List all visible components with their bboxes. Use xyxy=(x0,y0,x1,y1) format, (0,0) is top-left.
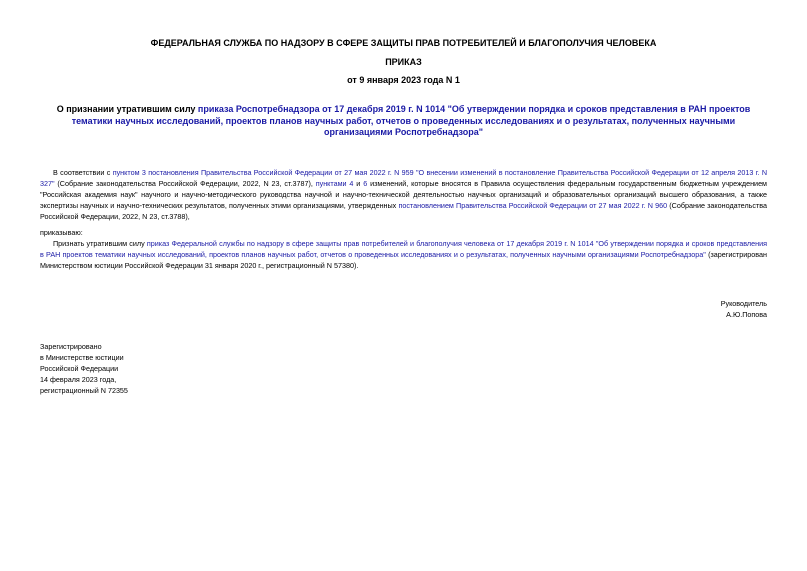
p1-link-resolution-960[interactable]: постановлением Правительства Российской Федерации от 27 мая 2022 г. N 960 xyxy=(398,201,668,210)
p1-text-c: и xyxy=(353,179,364,188)
registration-line: Российской Федерации xyxy=(40,364,119,373)
order-paragraph xyxy=(40,238,767,271)
title-prefix: О признании утратившим силу xyxy=(56,104,198,114)
p1-link-resolution-959[interactable]: пунктом 3 постановления Правительства Российской Федерации от 27 мая 2022 г. N 959 "О внесении изменений в постановление Правительства Российской Федерации от 12 апреля 2013 г. N 327" xyxy=(40,168,768,188)
signature-block xyxy=(721,298,767,320)
p3-text-a: Признать утратившим силу xyxy=(53,239,147,248)
registration-number: регистрационный N 72355 xyxy=(40,386,128,395)
document-type: ПРИКАЗ xyxy=(385,57,422,67)
organization-name: ФЕДЕРАЛЬНАЯ СЛУЖБА ПО НАДЗОРУ В СФЕРЕ ЗАЩИТЫ ПРАВ ПОТРЕБИТЕЛЕЙ И БЛАГОПОЛУЧИЯ ЧЕЛОВЕКА xyxy=(150,38,657,48)
preamble-paragraph xyxy=(40,167,767,222)
title-link[interactable]: приказа Роспотребнадзора от 17 декабря 2019 г. N 1014 "Об утверждении порядка и сроков представления в РАН проектов тематики научных исследований, проектов планов научных работ, отчетов о проведенных исследованиях и о результатах, полученных научными организациями Роспотребнадзора" xyxy=(71,104,751,137)
registration-line: в Министерстве юстиции xyxy=(40,353,124,362)
document-date-number: от 9 января 2023 года N 1 xyxy=(347,75,460,85)
document-title xyxy=(50,104,757,139)
p1-link-points-4[interactable]: пунктами 4 xyxy=(315,179,354,188)
p1-link-point-6[interactable]: 6 xyxy=(363,179,368,188)
p3-link-order-1014[interactable]: приказ Федеральной службы по надзору в сфере защиты прав потребителей и благополучия человека от 17 декабря 2019 г. N 1014 "Об утверждении порядка и сроков представления в РАН проектов тематики научных исследований, проектов планов научных работ, отчетов о проведенных исследованиях и о результатах, полученных научными организациями Роспотребнадзора" xyxy=(40,239,767,259)
registration-block xyxy=(40,341,128,396)
p3-text-b: (зарегистрирован Министерством юстиции Российской Федерации 31 января 2020 г., регистрационный N 57380). xyxy=(40,250,767,270)
p1-text-a: В соответствии с xyxy=(53,168,113,177)
registration-line: Зарегистрировано xyxy=(40,342,102,351)
signatory-position: Руководитель xyxy=(720,299,767,308)
order-word: приказываю: xyxy=(40,228,83,237)
registration-date: 14 февраля 2023 года, xyxy=(40,375,117,384)
p1-text-d: изменений, которые вносятся в Правила осуществления федеральным государственным бюджетным учреждением "Российская академия наук" научного и научно-методического руководства научной и научно-технической деятельностью научных организаций и образовательных организаций высшего образования, а также экспертизы научных и научно-технических результатов, полученных этими организациями, утвержденных xyxy=(40,179,768,210)
p1-text-e: (Собрание законодательства Российской Федерации, 2022, N 23, ст.3788), xyxy=(40,201,768,221)
p1-text-b: (Собрание законодательства Российской Федерации, 2022, N 23, ст.3787), xyxy=(54,179,316,188)
signatory-name: А.Ю.Попова xyxy=(726,310,767,319)
